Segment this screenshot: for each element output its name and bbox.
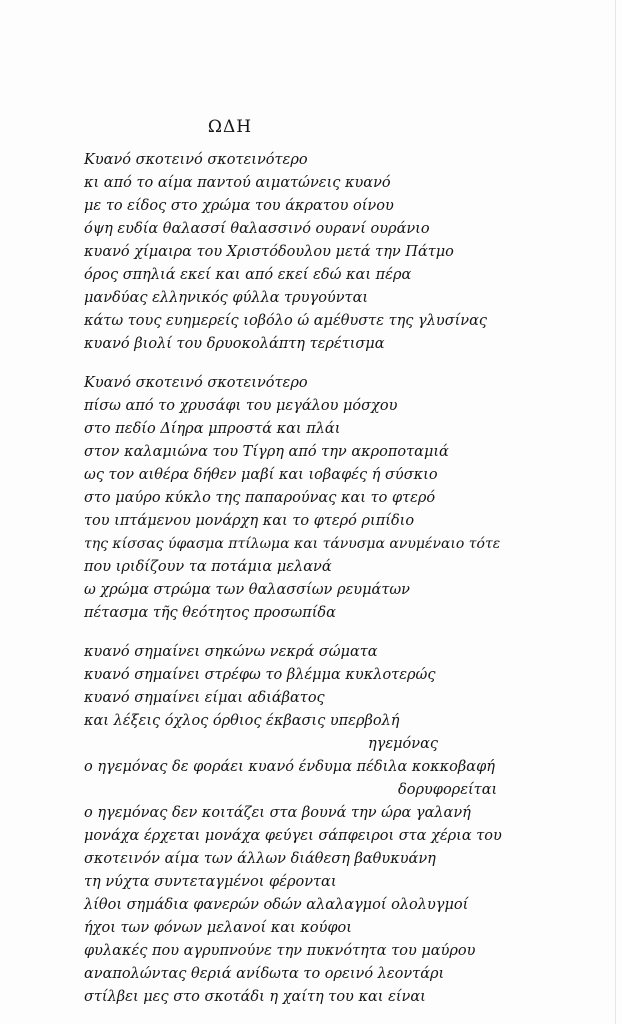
poem-line: κυανό σημαίνει στρέφω το βλέμμα κυκλοτερώς [84, 667, 436, 683]
poem-line: φυλακές που αγρυπνούνε την πυκνότητα του μαύρου [84, 943, 476, 959]
poem-line: πίσω από το χρυσάφι του μεγάλου μόσχου [84, 398, 398, 414]
poem-line: Κυανό σκοτεινό σκοτεινότερο [84, 375, 308, 391]
poem-line: του ιπτάμενου μονάρχη και το φτερό ριπίδιο [84, 513, 415, 529]
poem-line-indented: δορυφορείται [398, 782, 498, 798]
poem-line: κάτω τους ευημερείς ιοβόλο ώ αμέθυστε της γλυσίνας [84, 313, 488, 329]
poem-line: με το είδος στο χρώμα του άκρατου οίνου [84, 198, 394, 214]
poem-line: Κυανό σκοτεινό σκοτεινότερο [84, 152, 308, 168]
poem-line: λίθοι σημάδια φανερών οδών αλαλαγμοί ολολυγμοί [84, 897, 469, 913]
poem-title: ΩΔΗ [207, 117, 253, 137]
poem-line: όψη ευδία θαλασσί θαλασσινό ουρανί ουράνιο [84, 221, 430, 237]
poem-line: στο πεδίο Δίηρα μπροστά και πλάι [84, 421, 341, 437]
poem-line: ο ηγεμόνας δε φοράει κυανό ένδυμα πέδιλα κοκκοβαφή [84, 759, 495, 775]
poem-line: κυανό σημαίνει σηκώνω νεκρά σώματα [84, 644, 378, 660]
poem-line: κι από το αίμα παντού αιματώνεις κυανό [84, 175, 391, 191]
poem-line: κυανό σημαίνει είμαι αδιάβατος [84, 690, 325, 706]
poem-line: κυανό χίμαιρα του Χριστόδουλου μετά την Πάτμο [84, 244, 454, 260]
poem-line: της κίσσας ύφασμα πτίλωμα και τάνυσμα ανυμέναιο τότε [84, 536, 501, 552]
poem-line: σκοτεινόν αίμα των άλλων διάθεση βαθυκυάνη [84, 851, 436, 867]
poem-line: κυανό βιολί του δρυοκολάπτη τερέτισμα [84, 336, 385, 352]
poem-line: πέτασμα τῆς θεότητος προσωπίδα [84, 605, 336, 621]
poem-line: αναπολώντας θεριά ανίδωτα το ορεινό λεοντάρι [84, 966, 445, 982]
poem-line: στίλβει μες στο σκοτάδι η χαίτη του και είναι [84, 989, 426, 1005]
poem-line: που ιριδίζουν τα ποτάμια μελανά [84, 559, 332, 575]
poem-line: ως τον αιθέρα δήθεν μαβί και ιοβαφές ή σύσκιο [84, 467, 438, 483]
poem-line: ήχοι των φόνων μελανοί και κούφοι [84, 920, 352, 936]
poem-line: στο μαύρο κύκλο της παπαρούνας και το φτερό [84, 490, 436, 506]
poem-line: μανδύας ελληνικός φύλλα τρυγούνται [84, 290, 369, 306]
poem-line: όρος σπηλιά εκεί και από εκεί εδώ και πέρα [84, 267, 412, 283]
poem-line: ω χρώμα στρώμα των θαλασσίων ρευμάτων [84, 582, 410, 598]
poem-line: τη νύχτα συντεταγμένοι φέρονται [84, 874, 337, 890]
poem-line: και λέξεις όχλος όρθιος έκβασις υπερβολή [84, 713, 400, 729]
poem-line: ο ηγεμόνας δεν κοιτάζει στα βουνά την ώρα γαλανή [84, 805, 471, 821]
poem-line: μονάχα έρχεται μονάχα φεύγει σάπφειροι στα χέρια του [84, 828, 502, 844]
poem-line-indented: ηγεμόνας [368, 736, 439, 752]
poem-line: στον καλαμιώνα του Τίγρη από την ακροποταμιά [84, 444, 449, 460]
page-edge [615, 0, 616, 1024]
